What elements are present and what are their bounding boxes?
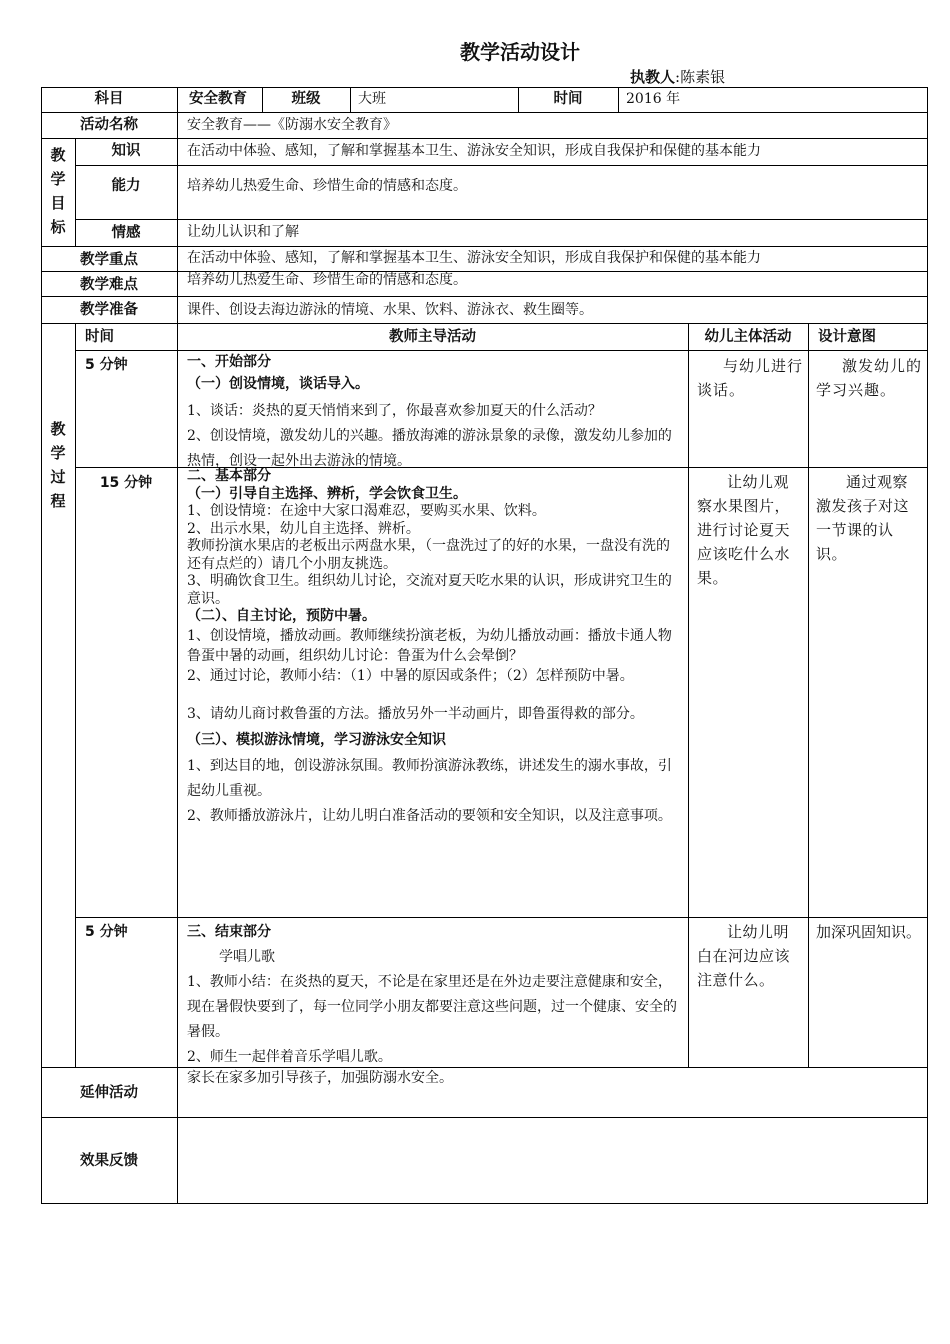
goals-char: 目 (50, 194, 66, 212)
part2-p7: 3、请幼儿商讨救鲁蛋的方法。播放另外一半动画片，即鲁蛋得救的部分。 (187, 705, 644, 722)
ability-label: 能力 (111, 178, 141, 194)
col-child-header: 幼儿主体活动 (704, 329, 792, 345)
part3-p2: 2、师生一起伴着音乐学唱儿歌。 (187, 1049, 392, 1065)
teacher-separator: : (675, 68, 681, 86)
part2-intent: 通过观察激发孩子对这一节课的认识。 (816, 473, 910, 563)
part2-sub2: （二）、自主讨论，预防中暑。 (187, 608, 376, 624)
process-char: 过 (50, 468, 66, 486)
part3-sub1: 学唱儿歌 (219, 949, 275, 965)
subject-value: 安全教育 (189, 91, 247, 107)
extension-label: 延伸活动 (80, 1085, 138, 1101)
part3-child: 让幼儿明白在河边应该注意什么。 (697, 923, 791, 989)
teacher-label: 执教人 (630, 68, 676, 86)
part2-heading: 二、基本部分 (187, 468, 271, 484)
feedback-label: 效果反馈 (80, 1153, 138, 1169)
emotion-text: 让幼儿认识和了解 (187, 224, 299, 240)
teacher-name: 陈素银 (680, 68, 726, 86)
part1-p2: 2、创设情境，激发幼儿的兴趣。播放海滩的游泳景象的录像，激发幼儿参加的热情，创设一起外出去游泳的情境。 (187, 428, 672, 469)
teacher-line (630, 66, 725, 87)
part1-intent: 激发幼儿的学习兴趣。 (816, 357, 923, 399)
col-intent-header: 设计意图 (818, 329, 876, 345)
part2-content (187, 468, 683, 829)
class-label: 班级 (291, 91, 321, 107)
process-vertical-label (49, 417, 67, 513)
part2-p9: 2、教师播放游泳片，让幼儿明白准备活动的要领和安全知识，以及注意事项。 (187, 807, 672, 824)
part1-content (187, 351, 681, 474)
time-value: 2016 年 (626, 91, 681, 107)
part2-p4: 3、明确饮食卫生。组织幼儿讨论，交流对夏天吃水果的认识，形成讲究卫生的意识。 (187, 573, 672, 607)
activity-name-value: 安全教育——《防溺水安全教育》 (187, 117, 397, 133)
goals-vertical-label (49, 143, 67, 239)
part1-child: 与幼儿进行谈话。 (697, 357, 804, 399)
difficulties-text: 培养幼儿热爱生命、珍惜生命的情感和态度。 (187, 272, 467, 288)
col-time-header: 时间 (85, 329, 114, 345)
preparation-text: 课件、创设去海边游泳的情境、水果、饮料、游泳衣、救生圈等。 (187, 302, 593, 318)
part2-p2: 2、出示水果，幼儿自主选择、辨析。 (187, 520, 420, 537)
part2-p3: 教师扮演水果店的老板出示两盘水果，（一盘洗过了的好的水果，一盘没有洗的还有点烂的）请几个小朋友挑选。 (187, 538, 670, 572)
goals-char: 教 (50, 146, 66, 164)
preparation-label: 教学准备 (80, 302, 138, 318)
process-char: 教 (50, 420, 66, 438)
part2-child: 让幼儿观察水果图片，进行讨论夏天应该吃什么水果。 (697, 473, 791, 587)
part3-p1: 1、教师小结：在炎热的夏天，不论是在家里还是在外边走要注意健康和安全，现在暑假快要到了，每一位同学小朋友都要注意这些问题，过一个健康、安全的暑假。 (187, 974, 677, 1040)
ability-text: 培养幼儿热爱生命、珍惜生命的情感和态度。 (187, 178, 467, 194)
goals-char: 标 (50, 218, 66, 236)
part1-sub1: （一）创设情境，谈话导入。 (187, 376, 369, 392)
key-points-label: 教学重点 (80, 252, 138, 268)
part2-time: 15 分钟 (99, 475, 153, 491)
key-points-text: 在活动中体验、感知，了解和掌握基本卫生、游泳安全知识，形成自我保护和保健的基本能力 (187, 250, 761, 266)
page-title: 教学活动设计 (460, 40, 580, 64)
difficulties-label: 教学难点 (80, 277, 138, 293)
activity-name-label: 活动名称 (80, 117, 138, 133)
part1-heading: 一、开始部分 (187, 354, 271, 370)
part1-time: 5 分钟 (85, 357, 128, 373)
knowledge-label: 知识 (111, 143, 141, 159)
emotion-label: 情感 (111, 225, 141, 241)
process-char: 学 (50, 444, 66, 462)
part2-sub1: （一）引导自主选择、辨析，学会饮食卫生。 (187, 485, 467, 502)
process-char: 程 (50, 492, 66, 510)
part3-time: 5 分钟 (85, 924, 128, 940)
goals-char: 学 (50, 170, 66, 188)
class-value: 大班 (358, 91, 386, 107)
part3-content (187, 920, 681, 1070)
part3-heading: 三、结束部分 (187, 924, 271, 940)
time-label: 时间 (553, 91, 583, 107)
knowledge-text: 在活动中体验、感知，了解和掌握基本卫生、游泳安全知识，形成自我保护和保健的基本能力 (187, 143, 761, 159)
subject-label: 科目 (94, 91, 124, 107)
extension-text: 家长在家多加引导孩子，加强防溺水安全。 (187, 1070, 453, 1086)
part2-p6: 2、通过讨论，教师小结：（1）中暑的原因或条件；（2）怎样预防中暑。 (187, 667, 634, 684)
part2-p5: 1、创设情境，播放动画。教师继续扮演老板，为幼儿播放动画：播放卡通人物鲁蛋中暑的动画，组织幼儿讨论：鲁蛋为什么会晕倒？ (187, 627, 672, 664)
part2-p1: 1、创设情境：在途中大家口渴难忍，要购买水果、饮料。 (187, 503, 546, 519)
part2-sub3: （三）、模拟游泳情境，学习游泳安全知识 (187, 731, 446, 748)
part2-p8: 1、到达目的地，创设游泳氛围。教师扮演游泳教练，讲述发生的溺水事故，引起幼儿重视。 (187, 757, 672, 799)
part1-p1: 1、谈话：炎热的夏天悄悄来到了，你最喜欢参加夏天的什么活动？ (187, 403, 602, 419)
part3-intent: 加深巩固知识。 (816, 923, 922, 941)
col-teacher-header: 教师主导活动 (389, 329, 476, 345)
